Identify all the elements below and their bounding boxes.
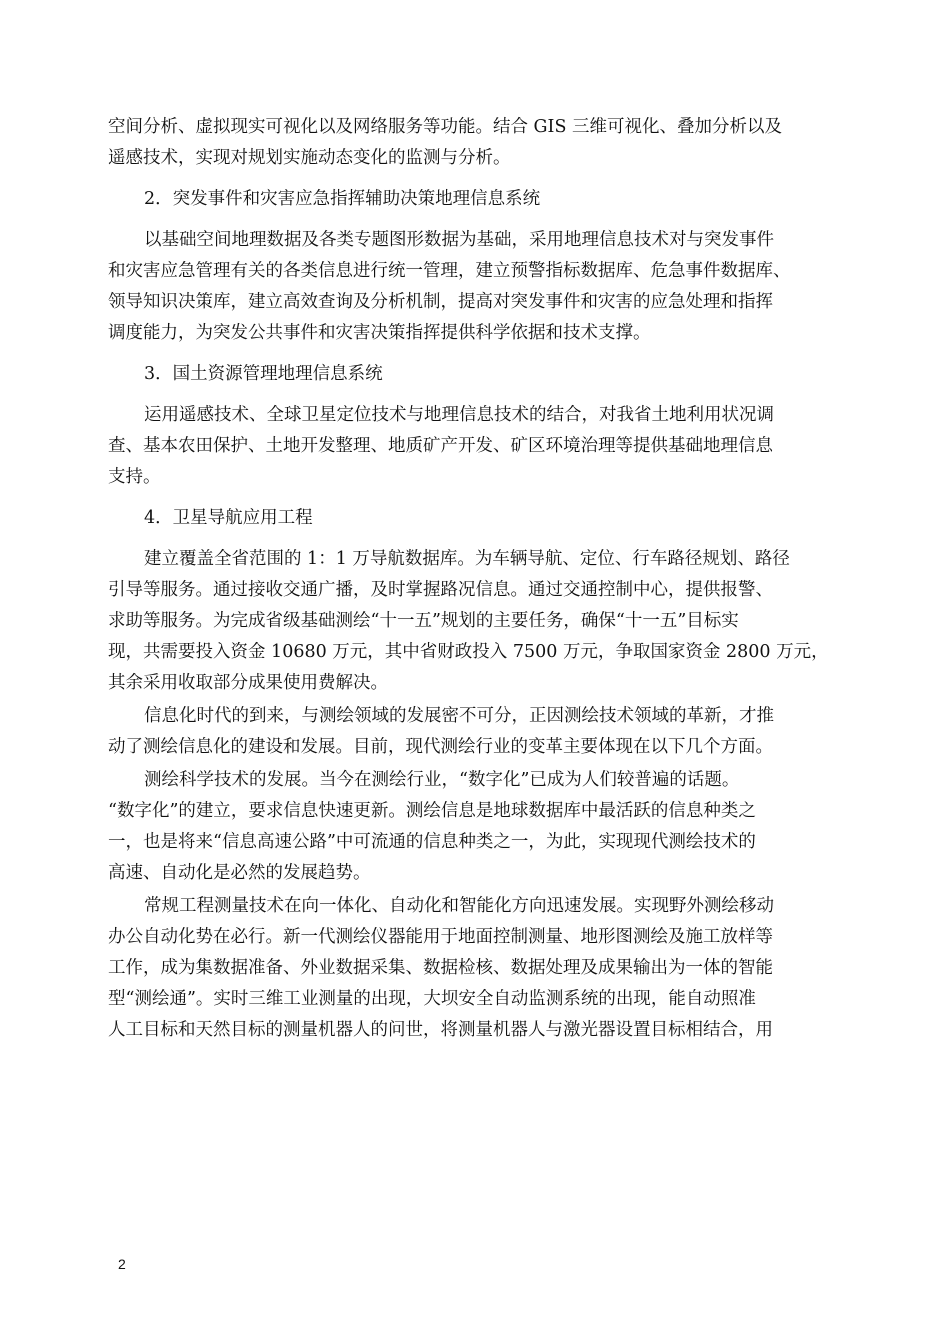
paragraph-line: 动了测绘信息化的建设和发展。目前，现代测绘行业的变革主要体现在以下几个方面。: [108, 737, 773, 757]
paragraph-line: 信息化时代的到来，与测绘领域的发展密不可分，正因测绘技术领域的革新，才推: [144, 706, 774, 726]
emergency-gis-paragraph: [108, 225, 848, 349]
section-heading-4: [108, 503, 848, 534]
section-heading-2: [108, 184, 848, 215]
paragraph-line: 调度能力，为突发公共事件和灾害决策指挥提供科学依据和技术支撑。: [108, 323, 651, 343]
paragraph-line: 运用遥感技术、全球卫星定位技术与地理信息技术的结合，对我省土地利用状况调: [144, 405, 774, 425]
paragraph-line: 求助等服务。为完成省级基础测绘“十一五”规划的主要任务，确保“十一五”目标实: [108, 611, 739, 631]
land-resources-paragraph: [108, 400, 848, 493]
paragraph-line: 测绘科学技术的发展。当今在测绘行业，“数字化”已成为人们较普遍的话题。: [144, 770, 740, 790]
paragraph-line: 查、基本农田保护、土地开发整理、地质矿产开发、矿区环境治理等提供基础地理信息: [108, 436, 773, 456]
digitalization-paragraph: [108, 765, 848, 889]
paragraph-line: 以基础空间地理数据及各类专题图形数据为基础，采用地理信息技术对与突发事件: [144, 230, 774, 250]
paragraph-line: 高速、自动化是必然的发展趋势。: [108, 863, 371, 883]
heading-text: 2．突发事件和灾害应急指挥辅助决策地理信息系统: [144, 189, 541, 209]
paragraph-line: 和灾害应急管理有关的各类信息进行统一管理，建立预警指标数据库、危急事件数据库、: [108, 261, 791, 281]
paragraph-line: 一，也是将来“信息高速公路”中可流通的信息种类之一，为此，实现现代测绘技术的: [108, 832, 756, 852]
paragraph-line: 其余采用收取部分成果使用费解决。: [108, 673, 388, 693]
paragraph-line: 遥感技术，实现对规划实施动态变化的监测与分析。: [108, 148, 511, 168]
heading-text: 4．卫星导航应用工程: [144, 508, 313, 528]
paragraph-line: 常规工程测量技术在向一体化、自动化和智能化方向迅速发展。实现野外测绘移动: [144, 896, 774, 916]
paragraph-line: “数字化”的建立，要求信息快速更新。测绘信息是地球数据库中最活跃的信息种类之: [108, 801, 756, 821]
satellite-navigation-paragraph: [108, 544, 848, 699]
paragraph-line: 引导等服务。通过接收交通广播，及时掌握路况信息。通过交通控制中心，提供报警、: [108, 580, 773, 600]
paragraph-line: 建立覆盖全省范围的 1：1 万导航数据库。为车辆导航、定位、行车路径规划、路径: [144, 549, 790, 569]
document-page: [108, 112, 848, 1046]
paragraph-line: 办公自动化势在必行。新一代测绘仪器能用于地面控制测量、地形图测绘及施工放样等: [108, 927, 773, 947]
paragraph-line: 现，共需要投入资金 10680 万元，其中省财政投入 7500 万元，争取国家资金 2800 万元，: [108, 642, 829, 662]
paragraph-line: 支持。: [108, 467, 161, 487]
paragraph-line: 工作，成为集数据准备、外业数据采集、数据检核、数据处理及成果输出为一体的智能: [108, 958, 773, 978]
paragraph-line: 型“测绘通”。实时三维工业测量的出现，大坝安全自动监测系统的出现，能自动照准: [108, 989, 756, 1009]
page-number: 2: [118, 1256, 126, 1272]
section-heading-3: [108, 359, 848, 390]
engineering-survey-paragraph: [108, 891, 848, 1046]
paragraph-line: 人工目标和天然目标的测量机器人的问世，将测量机器人与激光器设置目标相结合，用: [108, 1020, 773, 1040]
heading-text: 3．国土资源管理地理信息系统: [144, 364, 383, 384]
informatization-paragraph: [108, 701, 848, 763]
paragraph-line: 领导知识决策库，建立高效查询及分析机制，提高对突发事件和灾害的应急处理和指挥: [108, 292, 773, 312]
paragraph-line: 空间分析、虚拟现实可视化以及网络服务等功能。结合 GIS 三维可视化、叠加分析以及: [108, 117, 783, 137]
continuation-paragraph: [108, 112, 848, 174]
